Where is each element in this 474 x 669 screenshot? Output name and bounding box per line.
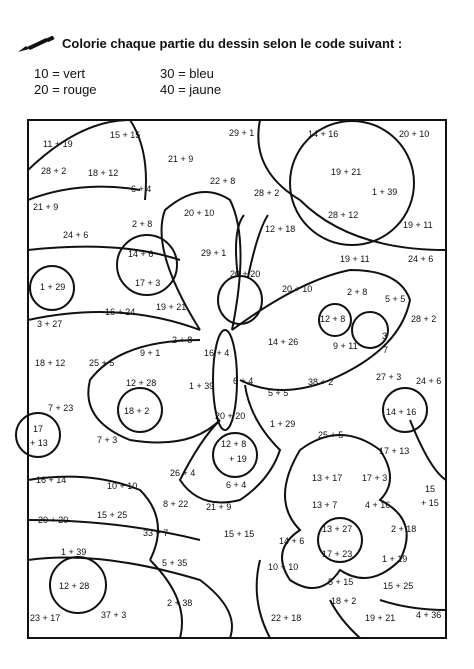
cell-label: 17 + 13 xyxy=(379,446,410,456)
cell-label: + 15 xyxy=(421,498,439,508)
cell-label: 29 + 1 xyxy=(229,128,255,138)
cell-label: 21 + 9 xyxy=(168,154,194,164)
cell-label: 2 + 8 xyxy=(132,219,153,229)
cell-label: 19 + 11 xyxy=(340,254,370,264)
cell-label: 14 + 26 xyxy=(268,337,299,347)
cell-label: 28 + 12 xyxy=(328,210,359,220)
cell-label: 6 + 4 xyxy=(226,480,247,490)
cell-label: 27 + 3 xyxy=(376,372,402,382)
cell-label: 33 + 7 xyxy=(143,528,169,538)
cell-label: 17 + 3 xyxy=(135,278,161,288)
cell-label: 24 + 6 xyxy=(416,376,442,386)
cell-label: 19 + 21 xyxy=(331,167,362,177)
cell-label: 10 + 10 xyxy=(107,481,138,491)
cell-label: 2 + 8 xyxy=(347,287,368,297)
cell-label: 16 + 4 xyxy=(204,348,230,358)
cell-label: 2 + 18 xyxy=(391,524,417,534)
cell-label: 1 + 19 xyxy=(382,554,408,564)
cell-label: 20 + 10 xyxy=(399,129,430,139)
cell-label: 6 + 4 xyxy=(233,376,254,386)
cell-label: 1 + 29 xyxy=(40,282,66,292)
cell-label: 1 + 39 xyxy=(372,187,398,197)
cell-label: 25 + 5 xyxy=(89,358,115,368)
cell-label: 5 + 15 xyxy=(328,577,354,587)
cell-label: 3 xyxy=(382,331,388,341)
code-20-red: 20 = rouge xyxy=(34,82,97,97)
cell-label: 14 + 6 xyxy=(128,249,154,259)
cell-label: 15 xyxy=(425,484,436,494)
cell-label: 10 + 10 xyxy=(268,562,299,572)
cell-label: 12 + 8 xyxy=(221,439,247,449)
cell-label: 14 + 16 xyxy=(308,129,339,139)
cell-label: 15 + 15 xyxy=(224,529,255,539)
cell-label: 14 + 16 xyxy=(386,407,417,417)
cell-label: 13 + 17 xyxy=(312,473,343,483)
cell-label: 23 + 17 xyxy=(30,613,61,623)
cell-label: 8 + 22 xyxy=(163,499,189,509)
cell-label: 24 + 6 xyxy=(63,230,89,240)
cell-label: 15 + 25 xyxy=(383,581,414,591)
cell-label: 12 + 18 xyxy=(265,224,296,234)
cell-label: 14 + 6 xyxy=(279,536,305,546)
cell-label: 16 + 14 xyxy=(36,475,67,485)
cell-label: 1 + 39 xyxy=(61,547,87,557)
cell-label: 5 + 5 xyxy=(268,388,289,398)
cell-label: 7 + 23 xyxy=(48,403,74,413)
cell-label: 9 + 1 xyxy=(140,348,161,358)
code-40-yellow: 40 = jaune xyxy=(160,82,222,97)
cell-label: 28 + 2 xyxy=(41,166,67,176)
cell-label: 26 + 4 xyxy=(170,468,196,478)
cell-label: 20 + 20 xyxy=(38,515,69,525)
cell-label: 9 + 11 xyxy=(333,341,358,351)
cell-label: 19 + 21 xyxy=(156,302,187,312)
cell-label: + 19 xyxy=(229,454,247,464)
cell-label: 18 + 12 xyxy=(88,168,119,178)
cell-label: 4 + 16 xyxy=(365,500,391,510)
cell-label: 13 + 27 xyxy=(322,524,353,534)
cell-label: 24 + 6 xyxy=(408,254,434,264)
cell-label: 20 + 10 xyxy=(282,284,313,294)
cell-label: 17 + 3 xyxy=(362,473,388,483)
cell-label: 15 + 15 xyxy=(110,130,141,140)
cell-label: 18 + 2 xyxy=(331,596,357,606)
cell-label: 16 + 24 xyxy=(105,307,136,317)
cell-label: 1 + 29 xyxy=(270,419,296,429)
cell-label: 1 + 39 xyxy=(189,381,215,391)
cell-label: 38 + 2 xyxy=(308,377,334,387)
instruction-text: Colorie chaque partie du dessin selon le code suivant : xyxy=(62,36,403,51)
code-30-blue: 30 = bleu xyxy=(160,66,214,81)
code-10-green: 10 = vert xyxy=(34,66,85,81)
cell-label: 28 + 2 xyxy=(254,188,280,198)
cell-label: 20 + 10 xyxy=(184,208,215,218)
cell-label: 20 + 20 xyxy=(230,269,261,279)
cell-label: 17 + 23 xyxy=(322,549,353,559)
cell-label: 19 + 11 xyxy=(403,220,433,230)
cell-label: 22 + 8 xyxy=(210,176,236,186)
cell-label: 28 + 2 xyxy=(411,314,437,324)
cell-label: 19 + 21 xyxy=(365,613,396,623)
cell-label: 29 + 1 xyxy=(201,248,227,258)
cell-label: 17 xyxy=(33,424,44,434)
cell-label: 4 + 36 xyxy=(416,610,442,620)
cell-label: + 13 xyxy=(30,438,48,448)
cell-label: 21 + 9 xyxy=(33,202,59,212)
cell-label: 2 + 38 xyxy=(167,598,193,608)
cell-label: 7 + 3 xyxy=(97,435,118,445)
cell-label: 21 + 9 xyxy=(206,502,232,512)
cell-label: 12 + 28 xyxy=(59,581,90,591)
cell-label: 20 + 20 xyxy=(215,411,246,421)
cell-label: 5 + 5 xyxy=(385,294,406,304)
cell-label: 22 + 18 xyxy=(271,613,302,623)
cell-label: 18 + 12 xyxy=(35,358,66,368)
cell-label: 37 + 3 xyxy=(101,610,127,620)
cell-label: 7 xyxy=(383,345,389,355)
cell-label: 12 + 8 xyxy=(320,314,346,324)
cell-label: 2 + 8 xyxy=(172,335,193,345)
cell-label: 3 + 27 xyxy=(37,319,63,329)
cell-label: 5 + 35 xyxy=(162,558,188,568)
cell-label: 11 + 19 xyxy=(43,139,73,149)
cell-label: 18 + 2 xyxy=(124,406,150,416)
cell-label: 25 + 5 xyxy=(318,430,344,440)
cell-label: 15 + 25 xyxy=(97,510,128,520)
cell-label: 12 + 28 xyxy=(126,378,157,388)
cell-label: 6 + 4 xyxy=(131,184,152,194)
cell-label: 13 + 7 xyxy=(312,500,338,510)
